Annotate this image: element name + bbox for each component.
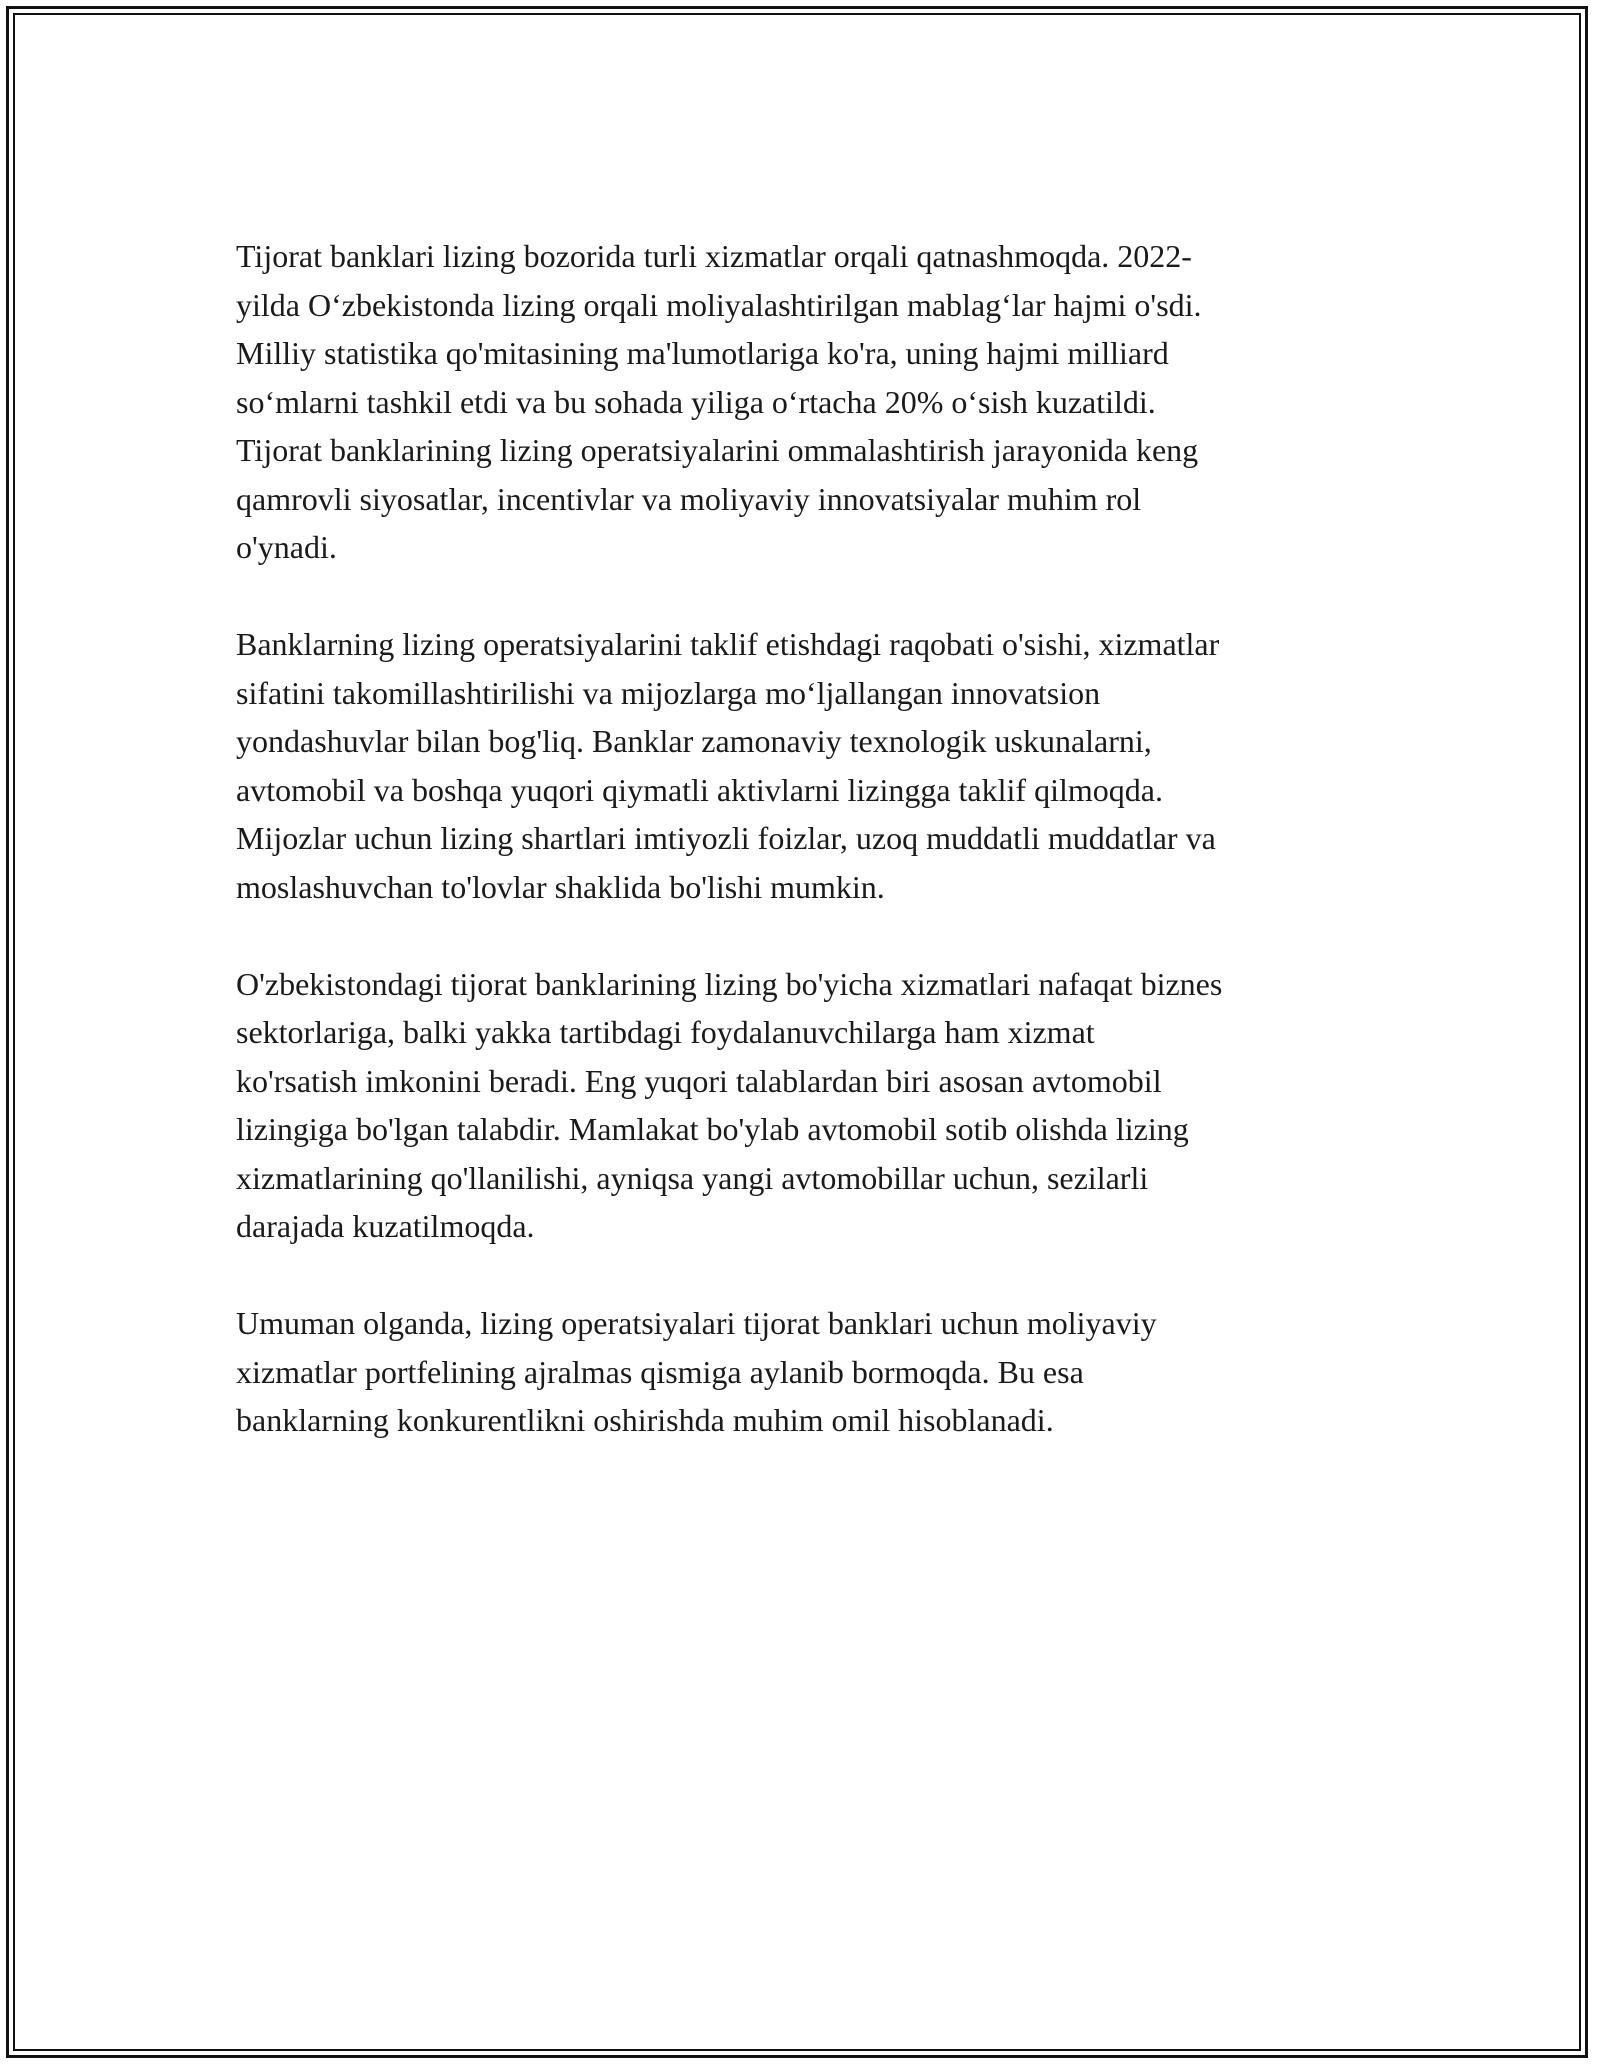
text-line: moslashuvchan to'lovlar shaklida bo'lishi mumkin. bbox=[236, 868, 885, 905]
text-line: Mijozlar uchun lizing shartlari imtiyozli foizlar, uzoq muddatli muddatlar va bbox=[236, 820, 1216, 856]
text-line: xizmatlar portfelining ajralmas qismiga aylanib bormoqda. Bu esa bbox=[236, 1353, 1084, 1390]
text-line: sifatini takomillashtirilishi va mijozlarga mo‘ljallangan innovatsion bbox=[236, 674, 1101, 711]
paragraph-1 bbox=[236, 232, 1376, 572]
text-line: lizingiga bo'lgan talabdir. Mamlakat bo'ylab avtomobil sotib olishda lizing bbox=[236, 1111, 1189, 1147]
text-line: Banklarning lizing operatsiyalarini taklif etishdagi raqobati o'sishi, xizmatlar bbox=[236, 626, 1220, 662]
paragraph-4 bbox=[236, 1299, 1376, 1445]
text-line: yilda O‘zbekistonda lizing orqali moliyalashtirilgan mablag‘lar hajmi o'sdi. bbox=[236, 286, 1202, 323]
text-line: qamrovli siyosatlar, incentivlar va moliyaviy innovatsiyalar muhim rol bbox=[236, 480, 1142, 517]
text-line: yondashuvlar bilan bog'liq. Banklar zamonaviy texnologik uskunalarni, bbox=[236, 723, 1152, 759]
text-line: so‘mlarni tashkil etdi va bu sohada yiliga o‘rtacha 20% o‘sish kuzatildi. bbox=[236, 383, 1156, 420]
text-line: ko'rsatish imkonini beradi. Eng yuqori talablardan biri asosan avtomobil bbox=[236, 1062, 1162, 1099]
text-line: xizmatlarining qo'llanilishi, ayniqsa yangi avtomobillar uchun, sezilarli bbox=[236, 1159, 1149, 1196]
text-line: Umuman olganda, lizing operatsiyalari tijorat banklari uchun moliyaviy bbox=[236, 1305, 1157, 1341]
text-line: Milliy statistika qo'mitasining ma'lumotlariga ko'ra, uning hajmi milliard bbox=[236, 335, 1169, 371]
text-line: avtomobil va boshqa yuqori qiymatli aktivlarni lizingga taklif qilmoqda. bbox=[236, 771, 1163, 808]
text-line: O'zbekistondagi tijorat banklarining lizing bo'yicha xizmatlari nafaqat biznes bbox=[236, 965, 1223, 1002]
text-line: Tijorat banklari lizing bozorida turli xizmatlar orqali qatnashmoqda. 2022- bbox=[236, 238, 1192, 274]
text-line: darajada kuzatilmoqda. bbox=[236, 1208, 535, 1244]
paragraph-2 bbox=[236, 620, 1376, 911]
text-line: banklarning konkurentlikni oshirishda muhim omil hisoblanadi. bbox=[236, 1402, 1054, 1438]
text-line: o'ynadi. bbox=[236, 529, 337, 565]
text-line: Tijorat banklarining lizing operatsiyalarini ommalashtirish jarayonida keng bbox=[236, 432, 1199, 468]
document-body bbox=[236, 232, 1376, 1493]
paragraph-3 bbox=[236, 960, 1376, 1251]
text-line: sektorlariga, balki yakka tartibdagi foydalanuvchilarga ham xizmat bbox=[236, 1014, 1095, 1050]
